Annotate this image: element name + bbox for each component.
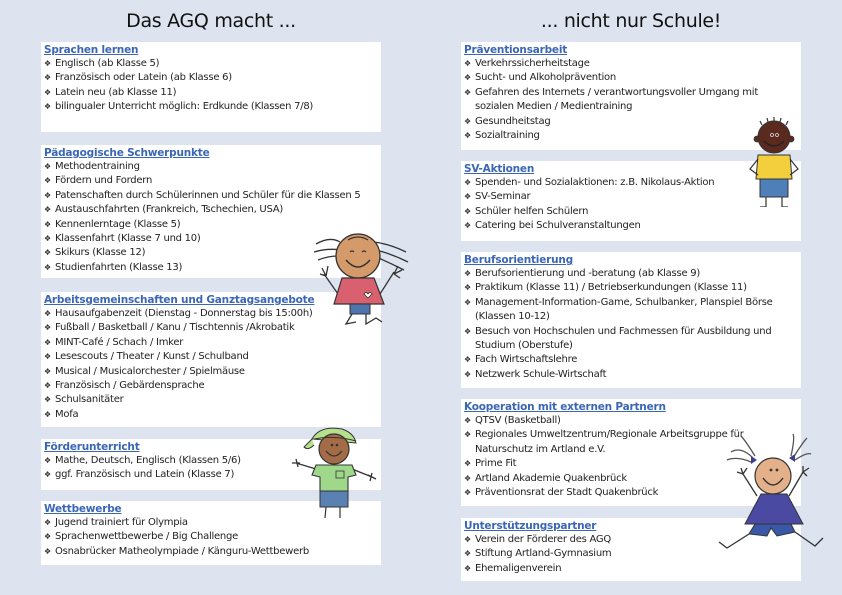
section-heading: Präventionsarbeit bbox=[464, 44, 568, 56]
list-item-text: Gesundheitstag bbox=[475, 115, 551, 127]
girl-pink-dress-illustration bbox=[312, 222, 412, 327]
list-item-text: Fach Wirtschaftslehre bbox=[475, 354, 578, 366]
diamond-bullet-icon: ❖ bbox=[44, 323, 51, 333]
list-item-text: Fördern und Fordern bbox=[55, 175, 153, 187]
diamond-bullet-icon: ❖ bbox=[44, 518, 51, 527]
list-item bbox=[464, 368, 798, 382]
diamond-bullet-icon: ❖ bbox=[44, 59, 51, 68]
diamond-bullet-icon: ❖ bbox=[464, 355, 471, 365]
list-item-text: Schulsanitäter bbox=[55, 394, 124, 406]
list-item bbox=[464, 562, 798, 576]
list-item-text: Management-Information-Game, Schulbanker, Planspiel Börse (Klassen 10-12) bbox=[475, 296, 773, 323]
section-heading: Berufsorientierung bbox=[464, 254, 573, 266]
list-item bbox=[44, 365, 378, 379]
list-item bbox=[464, 71, 798, 85]
diamond-bullet-icon: ❖ bbox=[464, 221, 471, 231]
diamond-bullet-icon: ❖ bbox=[44, 262, 51, 272]
list-item bbox=[44, 174, 378, 188]
boy-yellow-shirt-illustration bbox=[744, 117, 804, 207]
diamond-bullet-icon: ❖ bbox=[44, 102, 51, 112]
section-heading: Sprachen lernen bbox=[44, 44, 139, 56]
item-list bbox=[464, 267, 798, 382]
list-item-text: Prime Fit bbox=[475, 458, 517, 470]
list-item bbox=[44, 57, 378, 71]
list-item-text: QTSV (Basketball) bbox=[475, 415, 561, 426]
diamond-bullet-icon: ❖ bbox=[44, 219, 51, 229]
diamond-bullet-icon: ❖ bbox=[464, 116, 471, 126]
diamond-bullet-icon: ❖ bbox=[464, 430, 471, 440]
diamond-bullet-icon: ❖ bbox=[44, 409, 51, 419]
section-heading: Förderunterricht bbox=[44, 441, 140, 453]
list-item bbox=[44, 203, 378, 217]
list-item-text: Methodentraining bbox=[55, 161, 140, 172]
diamond-bullet-icon: ❖ bbox=[44, 309, 51, 318]
list-item bbox=[464, 86, 798, 115]
diamond-bullet-icon: ❖ bbox=[464, 192, 471, 202]
diamond-bullet-icon: ❖ bbox=[44, 366, 51, 376]
list-item bbox=[464, 281, 798, 295]
section-heading: Unterstützungspartner bbox=[464, 520, 597, 532]
list-item-text: SV-Seminar bbox=[475, 191, 531, 203]
list-item-text: Präventionsrat der Stadt Quakenbrück bbox=[475, 487, 659, 499]
list-item bbox=[464, 267, 798, 281]
diamond-bullet-icon: ❖ bbox=[44, 162, 51, 171]
diamond-bullet-icon: ❖ bbox=[464, 206, 471, 216]
list-item-text: Französisch / Gebärdensprache bbox=[55, 380, 205, 392]
list-item bbox=[44, 160, 378, 174]
diamond-bullet-icon: ❖ bbox=[44, 352, 51, 362]
list-item bbox=[44, 189, 378, 203]
diamond-bullet-icon: ❖ bbox=[44, 205, 51, 215]
list-item-text: Skikurs (Klasse 12) bbox=[55, 247, 146, 259]
section-heading: Kooperation mit externen Partnern bbox=[464, 401, 666, 413]
list-item bbox=[44, 350, 378, 364]
diamond-bullet-icon: ❖ bbox=[44, 337, 51, 347]
list-item-text: Praktikum (Klasse 11) / Betriebserkundungen (Klasse 11) bbox=[475, 282, 747, 294]
list-item bbox=[44, 530, 378, 544]
list-item-text: Gefahren des Internets / verantwortungsvoller Umgang mit sozialen Medien / Medientraining bbox=[475, 86, 758, 113]
diamond-bullet-icon: ❖ bbox=[464, 535, 471, 544]
list-item-text: Austauschfahrten (Frankreich, Tschechien, USA) bbox=[55, 204, 284, 216]
diamond-bullet-icon: ❖ bbox=[44, 248, 51, 258]
left-column-title: Das AGQ macht ... bbox=[126, 10, 296, 32]
diamond-bullet-icon: ❖ bbox=[464, 283, 471, 293]
section-heading: Arbeitsgemeinschaften und Ganztagsangebote bbox=[44, 294, 315, 306]
list-item bbox=[44, 408, 378, 422]
list-item bbox=[464, 353, 798, 367]
list-item-text: Catering bei Schulveranstaltungen bbox=[475, 220, 641, 232]
diamond-bullet-icon: ❖ bbox=[464, 326, 471, 336]
list-item bbox=[44, 516, 378, 530]
list-item-text: Klassenfahrt (Klasse 7 und 10) bbox=[55, 233, 201, 245]
list-item-text: Jugend trainiert für Olympia bbox=[55, 517, 188, 528]
diamond-bullet-icon: ❖ bbox=[464, 178, 471, 187]
diamond-bullet-icon: ❖ bbox=[464, 269, 471, 278]
list-item-text: Studienfahrten (Klasse 13) bbox=[55, 261, 183, 273]
list-item-text: Regionales Umweltzentrum/Regionale Arbeitsgruppe für Naturschutz im Artland e.V. bbox=[475, 429, 744, 455]
list-item-text: Kennenlerntage (Klasse 5) bbox=[55, 218, 181, 230]
diamond-bullet-icon: ❖ bbox=[464, 369, 471, 379]
list-item-text: Verein der Förderer des AGQ bbox=[475, 534, 612, 545]
section-berufsorientierung bbox=[461, 252, 801, 388]
diamond-bullet-icon: ❖ bbox=[44, 234, 51, 244]
diamond-bullet-icon: ❖ bbox=[464, 131, 471, 141]
item-list bbox=[44, 57, 378, 115]
list-item-text: Stiftung Artland-Gymnasium bbox=[475, 548, 612, 560]
list-item-text: Mathe, Deutsch, Englisch (Klassen 5/6) bbox=[55, 455, 241, 466]
list-item bbox=[464, 325, 798, 354]
list-item-text: Mofa bbox=[55, 408, 79, 420]
diamond-bullet-icon: ❖ bbox=[44, 546, 51, 556]
list-item-text: bilingualer Unterricht möglich: Erdkunde (Klassen 7/8) bbox=[55, 101, 314, 113]
list-item-text: Patenschaften durch Schülerinnen und Schüler für die Klassen 5 bbox=[55, 189, 361, 201]
list-item bbox=[464, 219, 798, 233]
list-item-text: Latein neu (ab Klasse 11) bbox=[55, 86, 177, 98]
list-item-text: Netzwerk Schule-Wirtschaft bbox=[475, 368, 607, 380]
list-item bbox=[44, 100, 378, 114]
diamond-bullet-icon: ❖ bbox=[44, 532, 51, 542]
list-item bbox=[44, 393, 378, 407]
diamond-bullet-icon: ❖ bbox=[464, 563, 471, 573]
list-item bbox=[464, 57, 798, 71]
section-heading: Pädagogische Schwerpunkte bbox=[44, 147, 210, 159]
diamond-bullet-icon: ❖ bbox=[464, 73, 471, 83]
list-item-text: Schüler helfen Schülern bbox=[475, 205, 589, 217]
list-item-text: Spenden- und Sozialaktionen: z.B. Nikolaus-Aktion bbox=[475, 177, 715, 188]
diamond-bullet-icon: ❖ bbox=[44, 381, 51, 391]
list-item-text: Berufsorientierung und -beratung (ab Klasse 9) bbox=[475, 268, 701, 279]
girl-purple-dress-jumping-illustration bbox=[715, 432, 825, 557]
list-item-text: Verkehrssicherheitstage bbox=[475, 58, 590, 69]
diamond-bullet-icon: ❖ bbox=[464, 473, 471, 483]
list-item bbox=[44, 545, 378, 559]
right-column-title: ... nicht nur Schule! bbox=[540, 10, 722, 32]
diamond-bullet-icon: ❖ bbox=[44, 73, 51, 83]
boy-green-shirt-cap-illustration bbox=[290, 423, 380, 518]
section-heading: Wettbewerbe bbox=[44, 503, 122, 515]
list-item-text: Französisch oder Latein (ab Klasse 6) bbox=[55, 72, 232, 84]
diamond-bullet-icon: ❖ bbox=[44, 470, 51, 480]
diamond-bullet-icon: ❖ bbox=[464, 416, 471, 425]
list-item bbox=[464, 296, 798, 325]
diamond-bullet-icon: ❖ bbox=[44, 176, 51, 186]
list-item-text: Hausaufgabenzeit (Dienstag - Donnerstag bis 15:00h) bbox=[55, 308, 313, 319]
list-item-text: Sozialtraining bbox=[475, 130, 540, 142]
diamond-bullet-icon: ❖ bbox=[44, 395, 51, 405]
diamond-bullet-icon: ❖ bbox=[464, 459, 471, 469]
list-item bbox=[44, 336, 378, 350]
diamond-bullet-icon: ❖ bbox=[464, 488, 471, 498]
list-item-text: Fußball / Basketball / Kanu / Tischtennis /Akrobatik bbox=[55, 322, 295, 334]
list-item-text: MINT-Café / Schach / Imker bbox=[55, 336, 184, 348]
list-item-text: Artland Akademie Quakenbrück bbox=[475, 472, 627, 484]
item-list bbox=[44, 516, 378, 559]
list-item-text: ggf. Französisch und Latein (Klasse 7) bbox=[55, 469, 235, 481]
diamond-bullet-icon: ❖ bbox=[464, 297, 471, 307]
list-item-text: Sprachenwettbewerbe / Big Challenge bbox=[55, 531, 239, 543]
list-item bbox=[44, 379, 378, 393]
list-item-text: Sucht- und Alkoholprävention bbox=[475, 72, 616, 84]
list-item-text: Musical / Musicalorchester / Spielmäuse bbox=[55, 365, 245, 377]
list-item-text: Lesescouts / Theater / Kunst / Schulband bbox=[55, 351, 249, 363]
list-item-text: Osnabrücker Matheolympiade / Känguru-Wettbewerb bbox=[55, 545, 309, 557]
list-item-text: Besuch von Hochschulen und Fachmessen für Ausbildung und Studium (Oberstufe) bbox=[475, 325, 772, 352]
list-item-text: Ehemaligenverein bbox=[475, 562, 562, 574]
list-item bbox=[44, 71, 378, 85]
diamond-bullet-icon: ❖ bbox=[44, 456, 51, 465]
list-item-text: Englisch (ab Klasse 5) bbox=[55, 58, 160, 69]
diamond-bullet-icon: ❖ bbox=[464, 59, 471, 68]
diamond-bullet-icon: ❖ bbox=[464, 87, 471, 97]
section-heading: SV-Aktionen bbox=[464, 163, 535, 175]
diamond-bullet-icon: ❖ bbox=[44, 87, 51, 97]
list-item bbox=[44, 86, 378, 100]
list-item bbox=[464, 414, 798, 428]
section-sprachen-lernen bbox=[41, 42, 381, 132]
diamond-bullet-icon: ❖ bbox=[44, 190, 51, 200]
diamond-bullet-icon: ❖ bbox=[464, 549, 471, 559]
